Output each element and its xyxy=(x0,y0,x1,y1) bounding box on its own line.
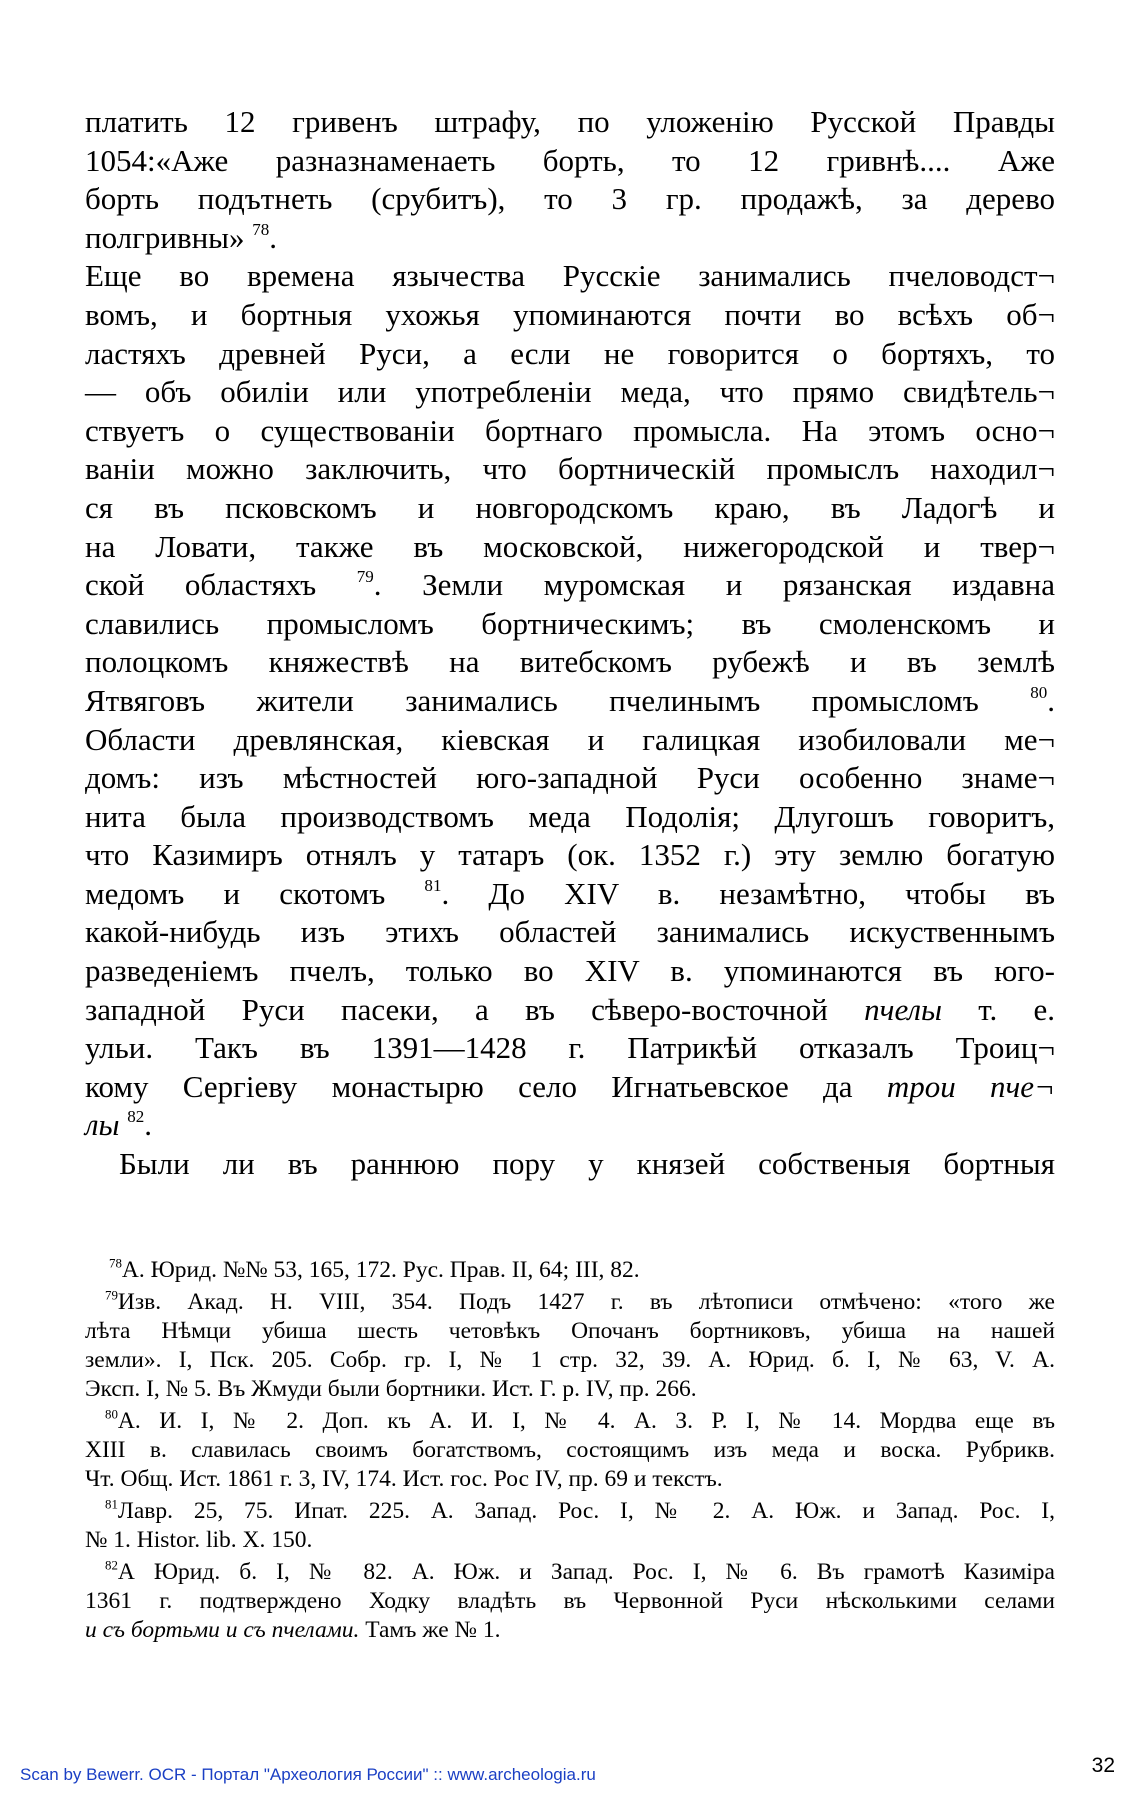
footnote-text: А. Юрид. №№ 53, 165, 172. Рус. Прав. II, 64; III, 82. xyxy=(121,1257,640,1283)
text-fragment: . До XIV в. незамѣтно, чтобы въ xyxy=(441,875,1056,911)
text-line: на Ловати, также въ московской, нижегородской и твер¬ xyxy=(85,528,1055,564)
footnote-line: лѣта Нѣмци убиша шесть четовѣкъ Опочанъ бортниковъ, убиша на нашей xyxy=(85,1318,1055,1344)
footnote-ref-79: 79 xyxy=(356,567,374,587)
text-line xyxy=(85,566,1055,605)
footnote-line: Чт. Общ. Ист. 1861 г. 3, IV, 174. Ист. гос. Рос IV, пр. 69 и текстъ. xyxy=(85,1466,723,1492)
footnote-ref-81: 81 xyxy=(424,876,442,896)
footnote-text: А Юрид. б. I, № 82. А. Юж. и Запад. Рос. I, № 6. Въ грамотѣ Казиміра xyxy=(117,1559,1055,1585)
footnote-81 xyxy=(85,1497,1055,1555)
footnotes xyxy=(85,1256,1055,1648)
footnote-number: 79 xyxy=(105,1287,118,1303)
text-line: какой-нибудь изъ этихъ областей занимались искуственнымъ xyxy=(85,914,1055,950)
page-number: 32 xyxy=(1091,1754,1115,1777)
text-line: разведеніемъ пчелъ, только во XIV в. упоминаются въ юго- xyxy=(85,953,1055,989)
italic-text: трои пче¬ xyxy=(886,1068,1055,1104)
footnote-ref-80: 80 xyxy=(1030,683,1048,703)
text-line: ствуетъ о существованіи бортнаго промысла. На этомъ осно¬ xyxy=(85,412,1055,448)
text-line: Еще во времена язычества Русскіе занимались пчеловодст¬ xyxy=(85,258,1055,294)
footnote-text: Лавр. 25, 75. Ипат. 225. А. Запад. Рос. I, № 2. А. Юж. и Запад. Рос. I, xyxy=(117,1498,1055,1524)
text-line: что Казимиръ отнялъ у татаръ (ок. 1352 г.) эту землю богатую xyxy=(85,837,1055,873)
text-fragment: . Земли муромская и рязанская издавна xyxy=(373,567,1055,603)
text-fragment: полгривны» xyxy=(85,219,245,255)
footnote-number: 80 xyxy=(105,1406,118,1422)
footnote-number: 78 xyxy=(109,1255,122,1271)
footnote-number: 81 xyxy=(105,1496,118,1512)
footnote-82 xyxy=(85,1558,1055,1645)
text-line: — объ обиліи или употребленіи меда, что прямо свидѣтель¬ xyxy=(85,374,1055,410)
text-line: полоцкомъ княжествѣ на витебскомъ рубежѣ и въ землѣ xyxy=(85,644,1055,680)
text-fragment: ской областяхъ xyxy=(85,567,317,603)
text-fragment: . xyxy=(1047,682,1056,718)
text-line: вомъ, и бортныя ухожья упоминаются почти во всѣхъ об¬ xyxy=(85,296,1055,332)
text-fragment: т. е. xyxy=(978,991,1056,1027)
text-line: ульи. Такъ въ 1391—1428 г. Патрикѣй отказалъ Троиц¬ xyxy=(85,1030,1055,1066)
footnote-ref-82: 82 xyxy=(127,1107,145,1127)
text-line: ся въ псковскомъ и новгородскомъ краю, въ Ладогѣ и xyxy=(85,489,1055,525)
text-line xyxy=(85,991,1055,1030)
footnote-78 xyxy=(85,1256,1055,1285)
text-line: платить 12 гривенъ штрафу, по уложенію Русской Правды xyxy=(85,104,1055,139)
text-fragment: медомъ и скотомъ xyxy=(85,875,386,911)
footnote-line: Эксп. I, № 5. Въ Жмуди были бортники. Ист. Г. р. IV, пр. 266. xyxy=(85,1376,697,1402)
text-line: домъ: изъ мѣстностей юго-западной Руси особенно знаме¬ xyxy=(85,760,1055,796)
footnote-text: Тамъ же № 1. xyxy=(359,1617,501,1643)
footnote-line: XIII в. славилась своимъ богатствомъ, состоящимъ изъ меда и воска. Рубрикв. xyxy=(85,1437,1055,1463)
footnote-line xyxy=(85,1616,1055,1645)
text-line: борть подътнеть (срубитъ), то 3 гр. продажѣ, за дерево xyxy=(85,181,1055,217)
text-line xyxy=(85,682,1055,721)
text-line: Были ли въ раннюю пору у князей собственыя бортныя xyxy=(119,1146,1055,1182)
footnote-line: земли». I, Пск. 205. Собр. гр. I, № 1 стр. 32, 39. А. Юрид. б. I, № 63, V. А. xyxy=(85,1347,1055,1373)
text-line xyxy=(85,1106,1055,1145)
footnote-line xyxy=(85,1558,1055,1587)
footnote-80 xyxy=(85,1407,1055,1494)
italic-text: лы xyxy=(85,1107,120,1143)
text-line: Области древлянская, кіевская и галицкая изобиловали ме¬ xyxy=(85,721,1055,757)
footnote-79 xyxy=(85,1288,1055,1404)
footnote-text: А. И. I, № 2. Доп. къ А. И. I, № 4. А. З. Р. I, № 14. Мордва еще въ xyxy=(117,1408,1055,1434)
footnote-ref-78: 78 xyxy=(252,220,270,239)
text-line: нита была производствомъ меда Подолія; Длугошъ говоритъ, xyxy=(85,798,1055,834)
footnote-number: 82 xyxy=(105,1557,118,1573)
footnote-line: 1361 г. подтверждено Ходку владѣть въ Червонной Руси нѣсколькими селами xyxy=(85,1588,1055,1614)
text-line xyxy=(85,875,1055,914)
italic-text: пчелы xyxy=(864,991,942,1027)
footnote-line xyxy=(85,1288,1055,1317)
text-line xyxy=(85,1068,1055,1107)
italic-text: и съ бортьми и съ пчелами. xyxy=(85,1617,360,1643)
main-text xyxy=(85,103,1055,1184)
text-fragment: западной Руси пасеки, а въ сѣверо-восточной xyxy=(85,991,828,1027)
footnote-line xyxy=(85,1407,1055,1436)
text-line: славились промысломъ бортническимъ; въ смоленскомъ и xyxy=(85,605,1055,641)
scan-credit-link[interactable]: Scan by Bewerr. OCR - Портал "Археология России" :: www.archeologia.ru xyxy=(20,1765,596,1784)
footnote-text: Изв. Акад. Н. VIII, 354. Подъ 1427 г. въ лѣтописи отмѣчено: «того же xyxy=(117,1289,1055,1315)
footnote-line xyxy=(85,1497,1055,1526)
text-fragment: Ятвяговъ жители занимались пчелинымъ промысломъ xyxy=(85,682,979,718)
text-line: ваніи можно заключить, что бортническій промыслъ находил¬ xyxy=(85,451,1055,487)
text-fragment: . xyxy=(144,1107,153,1143)
footnote-line xyxy=(85,1256,1055,1285)
text-fragment: кому Сергіеву монастырю село Игнатьевское да xyxy=(85,1068,853,1104)
text-fragment: . xyxy=(269,219,278,255)
text-line xyxy=(85,219,1055,258)
text-line: ластяхъ древней Руси, а если не говорится о бортяхъ, то xyxy=(85,335,1055,371)
text-line: 1054:«Аже разназнаменаеть борть, то 12 гривнѣ.... Аже xyxy=(85,142,1055,178)
footnote-line: № 1. Histor. lib. X. 150. xyxy=(85,1527,313,1553)
